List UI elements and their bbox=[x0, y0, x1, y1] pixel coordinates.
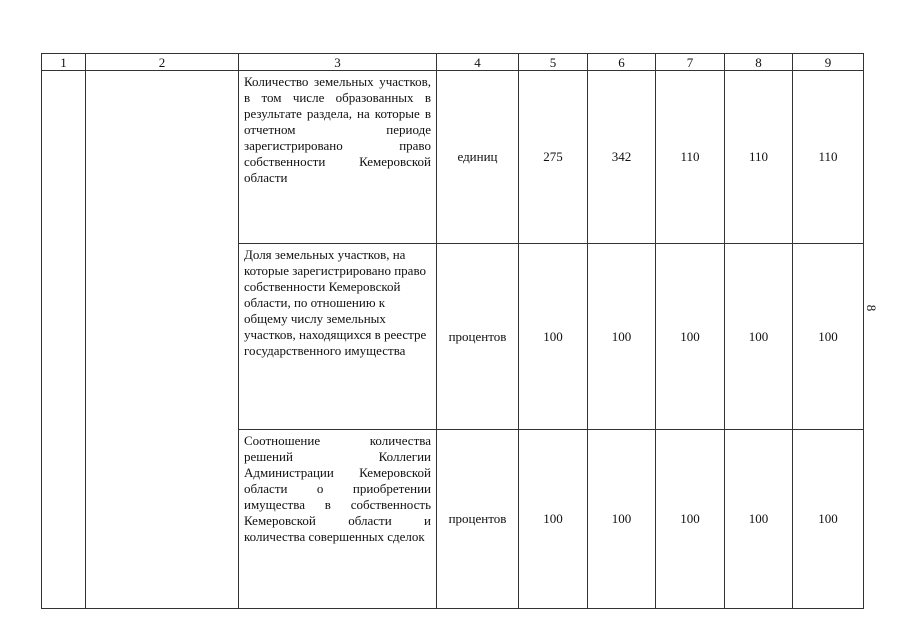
value-cell: 110 bbox=[656, 71, 725, 244]
value-cell: 100 bbox=[656, 430, 725, 609]
value-cell: 275 bbox=[519, 71, 588, 244]
value-cell: 100 bbox=[793, 244, 864, 430]
empty-cell-col1 bbox=[42, 71, 86, 609]
column-number: 9 bbox=[793, 54, 864, 71]
column-number: 6 bbox=[588, 54, 656, 71]
value-cell: 100 bbox=[725, 430, 793, 609]
unit-cell: процентов bbox=[437, 244, 519, 430]
column-number: 4 bbox=[437, 54, 519, 71]
value-cell: 110 bbox=[793, 71, 864, 244]
column-number: 2 bbox=[86, 54, 239, 71]
value-cell: 100 bbox=[793, 430, 864, 609]
column-number: 7 bbox=[656, 54, 725, 71]
value-cell: 100 bbox=[588, 430, 656, 609]
column-number: 3 bbox=[239, 54, 437, 71]
indicator-description: Соотношение количества решений Коллегии Администрации Кемеровской области о приобретении имущества в собственность Кемеровской области и количества совершенных сделок bbox=[239, 430, 437, 609]
table-row bbox=[42, 71, 864, 244]
indicators-table bbox=[41, 53, 864, 609]
column-number: 1 bbox=[42, 54, 86, 71]
value-cell: 100 bbox=[519, 244, 588, 430]
value-cell: 342 bbox=[588, 71, 656, 244]
indicator-description: Количество земельных участков, в том числе образованных в результате раздела, на которые в отчетном периоде зарегистрировано право собственности Кемеровской области bbox=[239, 71, 437, 244]
page-number: 8 bbox=[864, 304, 879, 312]
value-cell: 100 bbox=[725, 244, 793, 430]
column-number: 8 bbox=[725, 54, 793, 71]
value-cell: 100 bbox=[588, 244, 656, 430]
indicator-description: Доля земельных участков, на которые зарегистрировано право собственности Кемеровской области, по отношению к общему числу земельных участков, находящихся в реестре государственного имущества bbox=[239, 244, 437, 430]
column-number-row bbox=[42, 54, 864, 71]
unit-cell: единиц bbox=[437, 71, 519, 244]
value-cell: 100 bbox=[656, 244, 725, 430]
unit-cell: процентов bbox=[437, 430, 519, 609]
empty-cell-col2 bbox=[86, 71, 239, 609]
value-cell: 110 bbox=[725, 71, 793, 244]
column-number: 5 bbox=[519, 54, 588, 71]
value-cell: 100 bbox=[519, 430, 588, 609]
